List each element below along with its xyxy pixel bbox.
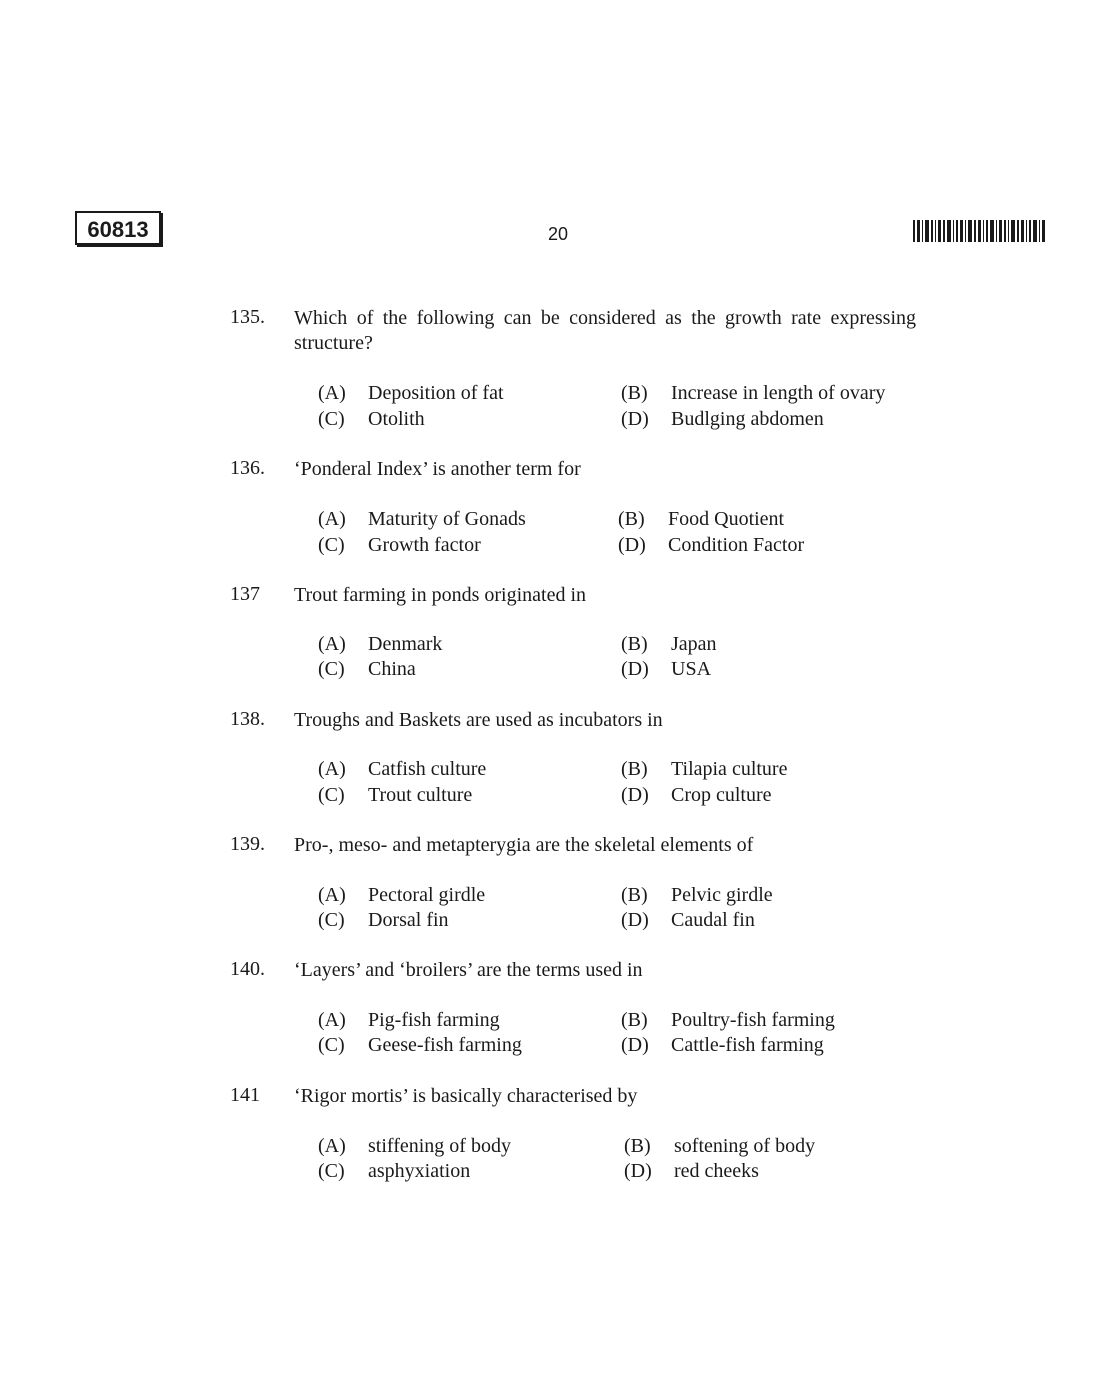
question-text: ‘Layers’ and ‘broilers’ are the terms used in — [294, 959, 643, 981]
option-d: (D) Cattle-fish farming — [621, 1034, 824, 1056]
question-text: Trout farming in ponds originated in — [294, 584, 587, 606]
option-d: (D) USA — [621, 658, 712, 680]
option-b: (B) softening of body — [624, 1135, 816, 1157]
option-a: (A) Catfish culture — [318, 758, 487, 780]
option-b: (B) Increase in length of ovary — [621, 382, 886, 404]
question-text: Troughs and Baskets are used as incubators in — [294, 709, 663, 731]
barcode-icon — [913, 220, 1047, 242]
option-d: (D) red cheeks — [624, 1160, 759, 1182]
question-number: 140. — [230, 958, 265, 980]
question-number: 138. — [230, 708, 265, 730]
option-d: (D) Condition Factor — [618, 534, 805, 556]
option-c: (C) Geese-fish farming — [318, 1034, 522, 1056]
paper-code: 60813 — [75, 211, 161, 245]
option-a: (A) Pectoral girdle — [318, 884, 486, 906]
question-number: 135. — [230, 306, 265, 328]
option-b: (B) Japan — [621, 633, 717, 655]
page-number: 20 — [547, 224, 569, 244]
option-b: (B) Poultry-fish farming — [621, 1009, 835, 1031]
question-number: 139. — [230, 833, 265, 855]
question-number: 137 — [230, 583, 260, 605]
option-a: (A) Pig-fish farming — [318, 1009, 500, 1031]
option-a: (A) stiffening of body — [318, 1135, 511, 1157]
question-text: ‘Rigor mortis’ is basically characterised by — [294, 1085, 638, 1107]
question-text: Pro-, meso- and metapterygia are the skeletal elements of — [294, 834, 754, 856]
option-c: (C) Trout culture — [318, 784, 473, 806]
question-number: 136. — [230, 457, 265, 479]
option-c: (C) China — [318, 658, 416, 680]
option-b: (B) Pelvic girdle — [621, 884, 773, 906]
option-c: (C) Otolith — [318, 408, 425, 430]
option-d: (D) Caudal fin — [621, 909, 755, 931]
option-a: (A) Maturity of Gonads — [318, 508, 526, 530]
option-d: (D) Budlging abdomen — [621, 408, 824, 430]
option-c: (C) Growth factor — [318, 534, 481, 556]
option-d: (D) Crop culture — [621, 784, 772, 806]
option-a: (A) Denmark — [318, 633, 443, 655]
question-text: Which of the following can be considered as the growth rate expressing structure? — [294, 307, 916, 354]
option-b: (B) Food Quotient — [618, 508, 785, 530]
option-c: (C) asphyxiation — [318, 1160, 471, 1182]
option-b: (B) Tilapia culture — [621, 758, 788, 780]
question-text: ‘Ponderal Index’ is another term for — [294, 458, 581, 480]
question-number: 141 — [230, 1084, 260, 1106]
option-a: (A) Deposition of fat — [318, 382, 504, 404]
option-c: (C) Dorsal fin — [318, 909, 449, 931]
